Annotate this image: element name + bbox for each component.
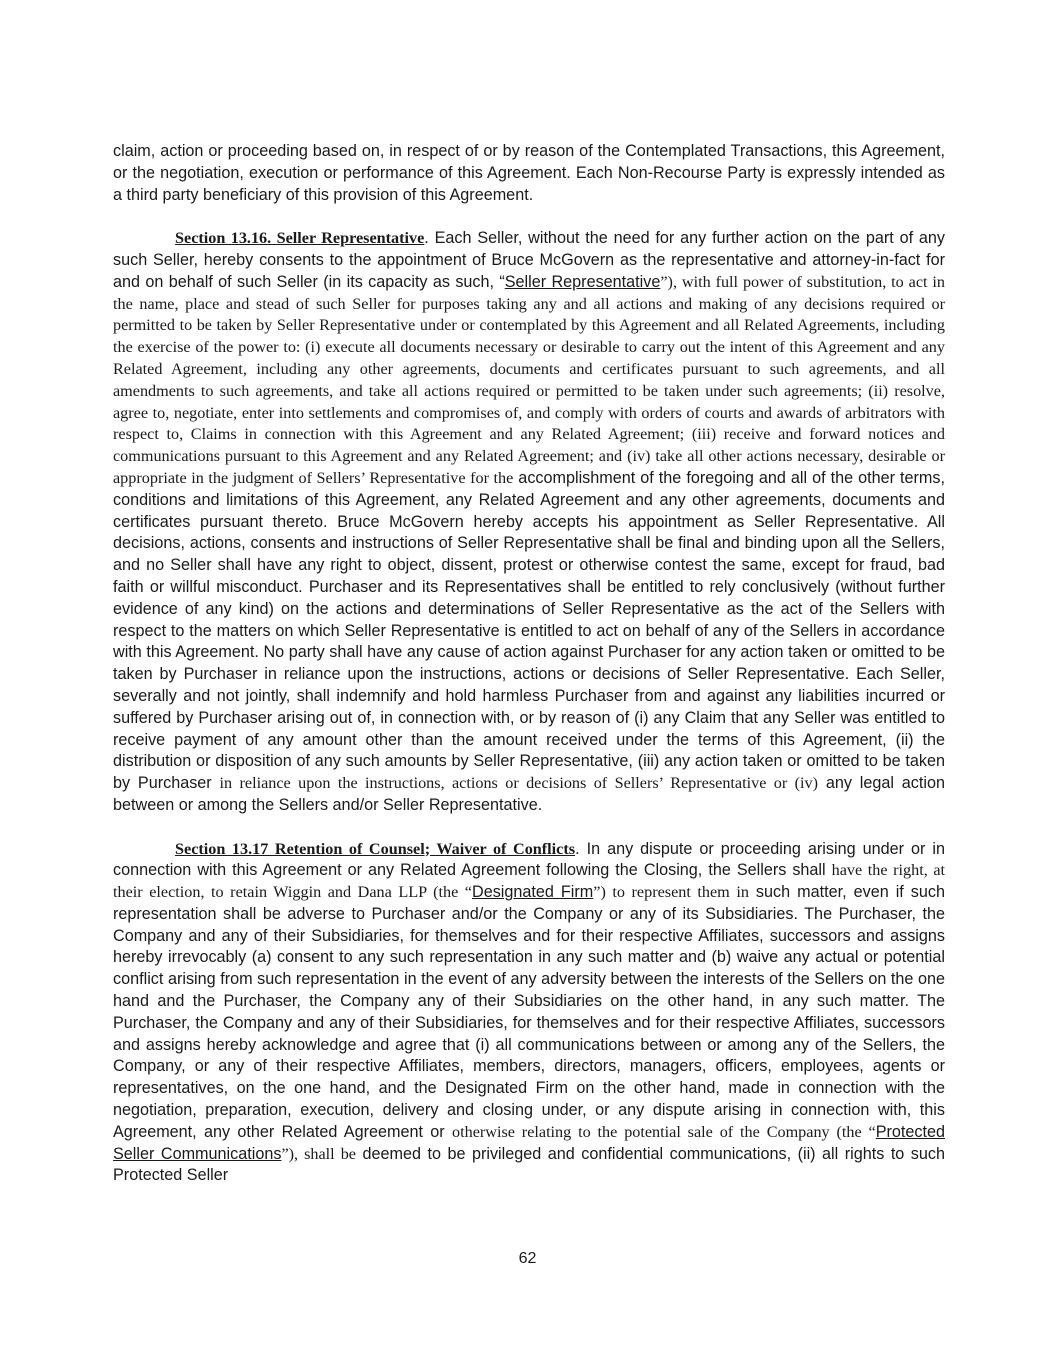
defined-term-seller-representative: Seller Representative bbox=[504, 272, 661, 291]
section-13-17-serif-4: ”), shall be bbox=[281, 1144, 356, 1163]
heading-period: . bbox=[424, 229, 429, 248]
section-13-17-paragraph bbox=[113, 839, 945, 1188]
section-13-16-serif-2: in reliance upon the instructions, actions or decisions of Sellers’ Representative or (iv) bbox=[219, 774, 818, 793]
section-13-16-text-3: accomplishment of the foregoing and all of the other terms, conditions and limitations of this Agreement, any Related Agreement and any other agreements, documents and certificates pursuant thereto. Bruce McGovern hereby accepts his appointment as Seller Representative. All decisions, actions, consents and instructions of Seller Representative shall be final and binding upon all the Sellers, and no Seller shall have any right to object, dissent, protest or otherwise contest the same, except for fraud, bad faith or willful misconduct. Purchaser and its Representatives shall be entitled to rely conclusively (without further evidence of any kind) on the actions and determinations of Seller Representative as the act of the Sellers with respect to the matters on which Seller Representative is entitled to act on behalf of any of the Sellers in accordance with this Agreement. No party shall have any cause of action against Purchaser for any action taken or omitted to be taken by Purchaser in reliance upon the instructions, actions or decisions of Seller Representative. Each Seller, severally and not jointly, shall indemnify and hold harmless Purchaser from and against any liabilities incurred or suffered by Purchaser arising out of, in connection with, or by reason of (i) any Claim that any Seller was entitled to receive payment of any amount other than the amount received under the terms of this Agreement, (ii) the distribution or disposition of any such amounts by Seller Representative, (iii) any action taken or omitted to be taken by Purchaser bbox=[113, 468, 945, 793]
section-13-17-text-1: In any dispute or proceeding arising under or in connection with this Agreement or any Related Agreement following the Closing, the Sellers shall bbox=[113, 839, 945, 880]
document-page bbox=[113, 141, 945, 1187]
section-13-17-text-2: such matter, even if such representation shall be adverse to Purchaser and/or the Company or any of its Subsidiaries. The Purchaser, the Company and any of their Subsidiaries, for themselves and for their respective Affiliates, successors and assigns hereby irrevocably (a) consent to any such representation in any such matter and (b) waive any actual or potential conflict arising from such representation in the event of any adversity between the interests of the Sellers on the one hand and the Purchaser, the Company any of their Subsidiaries on the other hand, in any such matter. The Purchaser, the Company and any of their Subsidiaries, for themselves and for their respective Affiliates, successors and assigns hereby acknowledge and agree that (i) all communications between or among any of the Sellers, the Company, or any of their respective Affiliates, members, directors, managers, officers, employees, agents or representatives, on the one hand, and the Designated Firm on the other hand, made in connection with the negotiation, preparation, execution, delivery and closing under, or any dispute arising in connection with, this Agreement, any other Related Agreement or bbox=[113, 883, 945, 1141]
section-13-16-text-2: ”), with full power of substitution, to act in the name, place and stead of such Seller for purposes taking any and all actions and making of any decisions required or permitted to be taken by Seller Representative under or contemplated by this Agreement and all Related Agreements, including the exercise of the power to: (i) execute all documents necessary or desirable to carry out the intent of this Agreement and any Related Agreement, including any other agreements, documents and certificates pursuant to such agreements, and all amendments to such agreements, and take all actions required or permitted to be taken under such agreements; (ii) resolve, agree to, negotiate, enter into settlements and compromises of, and comply with orders of courts and awards of arbitrators with respect to, Claims in connection with this Agreement and any Related Agreement; (iii) receive and forward notices and communications pursuant to this Agreement and any Related Agreement; and (iv) bbox=[113, 272, 946, 466]
section-13-16-heading: Section 13.16. Seller Representative bbox=[175, 229, 425, 248]
continuation-paragraph bbox=[113, 141, 945, 206]
section-13-17-serif-3: otherwise relating to the potential sale of the Company (the “ bbox=[452, 1122, 876, 1141]
section-13-17-heading: Section 13.17 Retention of Counsel; Waiver of Conflicts bbox=[175, 839, 576, 858]
defined-term-designated-firm: Designated Firm bbox=[472, 883, 594, 902]
section-13-16-paragraph bbox=[113, 228, 945, 817]
section-13-17-serif-1: have the right, at their election, to retain Wiggin and Dana LLP (the “ bbox=[113, 861, 945, 902]
section-13-17-serif-2: ”) to represent them in bbox=[593, 883, 749, 902]
section-13-16-text-4: any legal action between or among the Sellers and/or Seller Representative. bbox=[113, 774, 945, 814]
section-13-16-text-1: Each Seller, without the need for any further action on the part of any such Seller, hereby consents to the appointment of Bruce McGovern as the representative and attorney-in-fact for and on behalf of such Seller (in its capacity as such, “ bbox=[113, 229, 945, 291]
continuation-text: claim, action or proceeding based on, in respect of or by reason of the Contemplated Transactions, this Agreement, or the negotiation, execution or performance of this Agreement. Each Non-Recourse Party is expressly intended as a third party beneficiary of this provision of this Agreement. bbox=[113, 142, 945, 204]
section-13-17-text-3: deemed to be privileged and confidential communications, (ii) all rights to such Protected Seller bbox=[113, 1144, 945, 1185]
page-number: 62 bbox=[518, 1250, 537, 1267]
heading-period: . bbox=[575, 839, 580, 858]
defined-term-protected-seller-communications: Protected Seller Communications bbox=[113, 1122, 946, 1163]
section-13-16-serif-1: take all other actions necessary, desirable or appropriate in the judgment of Sellers’ Representative for the bbox=[113, 447, 946, 487]
